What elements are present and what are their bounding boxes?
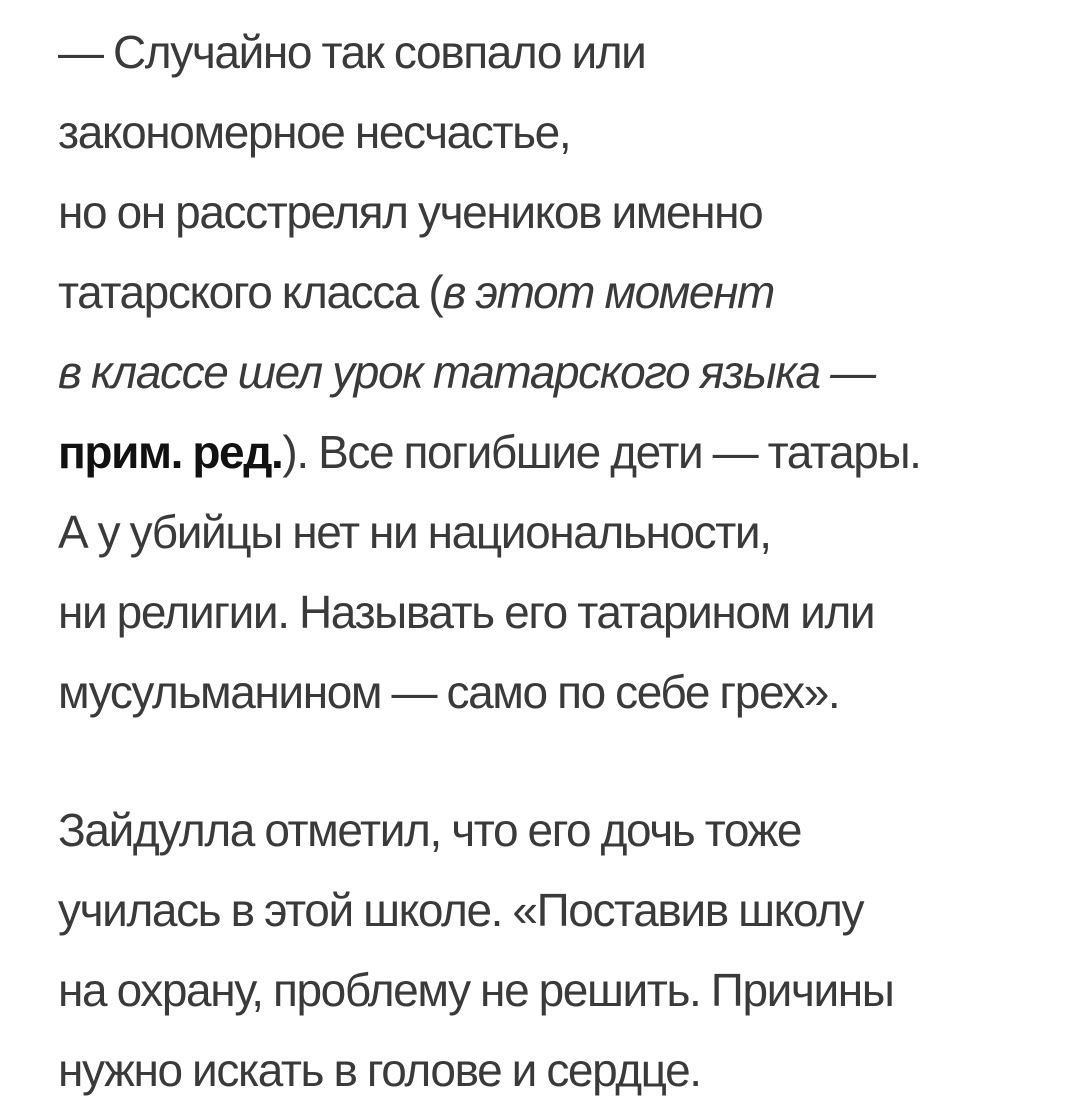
- text-line: А у убийцы нет ни национальности,: [58, 506, 771, 558]
- editor-note-italic: в классе шел урок татарского языка —: [58, 346, 875, 398]
- text-line: ни религии. Называть его татарином или: [58, 586, 875, 638]
- text-line: училась в этой школе. «Поставив школу: [58, 884, 864, 936]
- text-line: Зайдулла отметил, что его дочь тоже: [58, 804, 802, 856]
- text-segment: татарского класса (: [58, 266, 443, 318]
- text-line: мусульманином — само по себе грех».: [58, 666, 840, 718]
- editor-note-bold: прим. ред.: [58, 426, 283, 478]
- body-paragraph: [58, 790, 1058, 1110]
- text-line: но он расстрелял учеников именно: [58, 186, 763, 238]
- quote-paragraph: [58, 12, 1058, 732]
- text-segment: ). Все погибшие дети — татары.: [282, 426, 921, 478]
- text-line: нужно искать в голове и сердце.: [58, 1044, 701, 1096]
- text-line: — Случайно так совпало или: [58, 26, 646, 78]
- editor-note-italic: в этот момент: [442, 266, 774, 318]
- text-line: [58, 412, 1058, 492]
- article-body: [58, 12, 1058, 1110]
- text-line: на охрану, проблему не решить. Причины: [58, 964, 894, 1016]
- text-line: [58, 252, 1058, 332]
- text-line: закономерное несчастье,: [58, 106, 571, 158]
